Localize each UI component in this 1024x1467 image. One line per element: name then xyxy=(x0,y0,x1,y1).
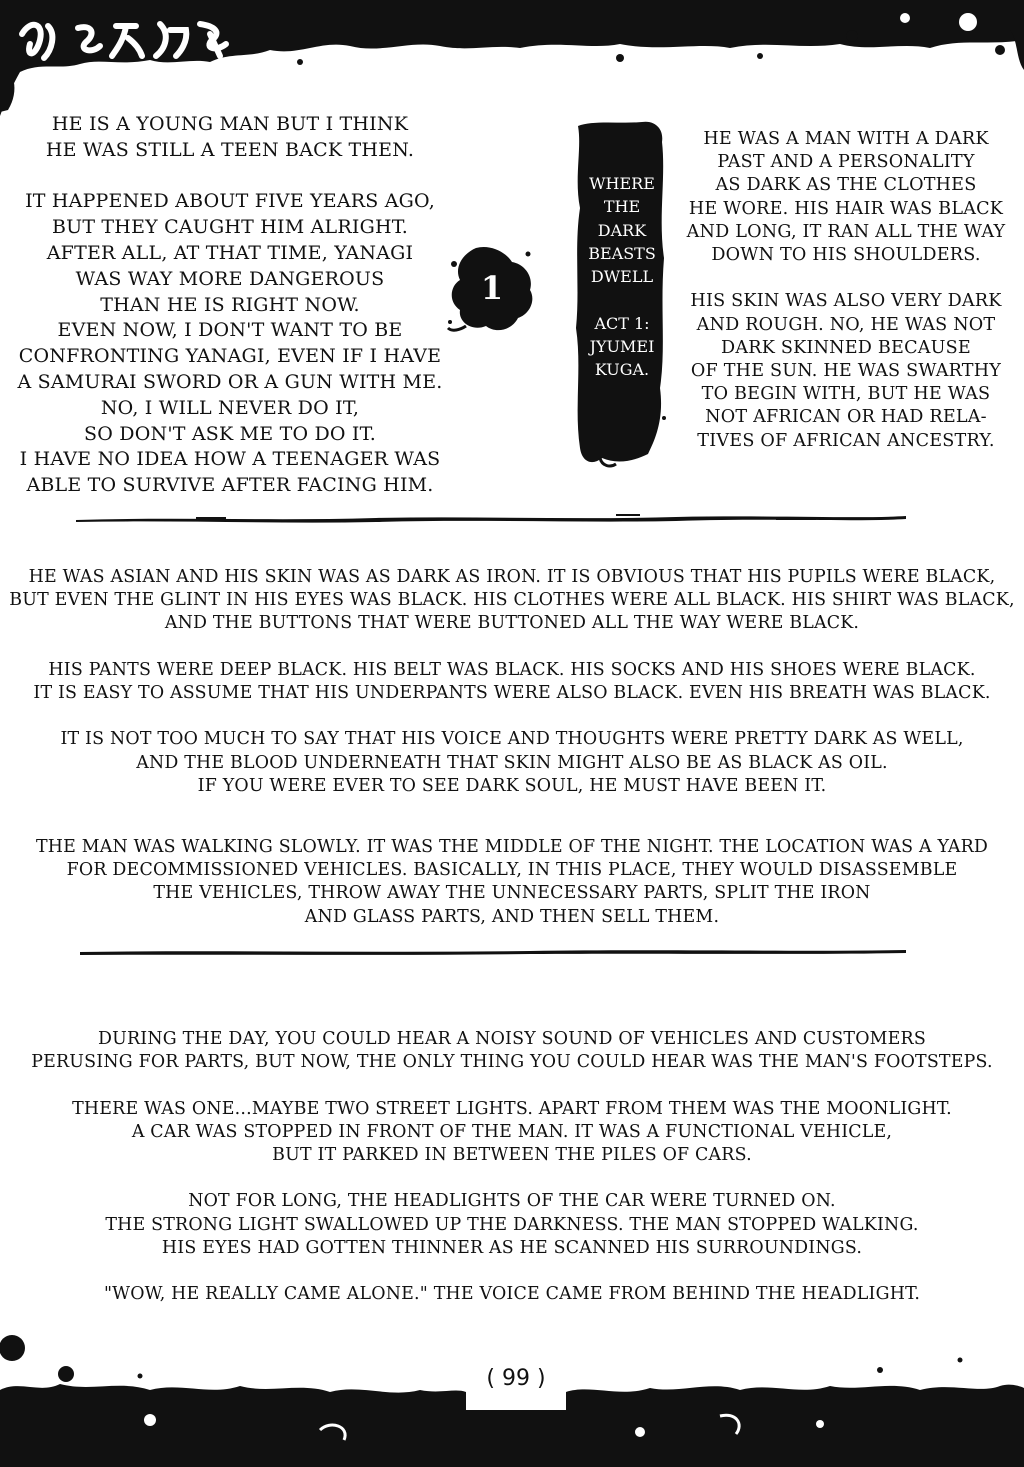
middle-paragraph-c: DURING THE DAY, YOU COULD HEAR A NOISY SOUND OF VEHICLES AND CUSTOMERS PERUSING FOR PARTS, BUT NOW, THE ONLY THING YOU COULD HEAR WAS THE MAN'S FOOTSTEPS. THERE WAS ONE...MAYBE TWO STREET LIGHTS. APART FROM THEM WAS THE MOONLIGHT. A CAR WAS STOPPED IN FRONT OF THE MAN. IT WAS A FUNCTIONAL VEHICLE, BUT IT PARKED IN BETWEEN THE PILES OF CARS. NOT FOR LONG, THE HEADLIGHTS OF THE CAR WERE TURNED ON. THE STRONG LIGHT SWALLOWED UP THE DARKNESS. THE MAN STOPPED WALKING. HIS EYES HAD GOTTEN THINNER AS HE SCANNED HIS SURROUNDINGS. "WOW, HE REALLY CAME ALONE." THE VOICE CAME FROM BEHIND THE HEADLIGHT. xyxy=(31,1029,993,1305)
chapter-number: 1 xyxy=(480,269,504,307)
story-title-banner-text: WHERE THE DARK BEASTS DWELL ACT 1: JYUMEI KUGA. xyxy=(588,174,656,380)
left-column-text: HE IS A YOUNG MAN BUT I THINK HE WAS STILL A TEEN BACK THEN. IT HAPPENED ABOUT FIVE YEARS AGO, BUT THEY CAUGHT HIM ALRIGHT. AFTER ALL, AT THAT TIME, YANAGI WAS WAY MORE DANGEROUS THAN HE IS RIGHT NOW. EVEN NOW, I DON'T WANT TO BE CONFRONTING YANAGI, EVEN IF I HAVE A SAMURAI SWORD OR A GUN WITH ME. NO, I WILL NEVER DO IT, SO DON'T ASK ME TO DO IT. I HAVE NO IDEA HOW A TEENAGER WAS ABLE TO SURVIVE AFTER FACING HIM. xyxy=(17,113,443,497)
page-number: ( 99 ) xyxy=(486,1366,546,1391)
brush-divider-top xyxy=(76,508,906,528)
right-column-text: HE WAS A MAN WITH A DARK PAST AND A PERSONALITY AS DARK AS THE CLOTHES HE WORE. HIS HAIR WAS BLACK AND LONG, IT RAN ALL THE WAY DOWN TO HIS SHOULDERS. HIS SKIN WAS ALSO VERY DARK AND ROUGH. NO, HE WAS NOT DARK SKINNED BECAUSE OF THE SUN. HE WAS SWARTHY TO BEGIN WITH, BUT HE WAS NOT AFRICAN OR HAD RELA- TIVES OF AFRICAN ANCESTRY. xyxy=(686,129,1006,451)
brush-divider-middle xyxy=(80,944,906,960)
middle-paragraph-a: HE WAS ASIAN AND HIS SKIN WAS AS DARK AS IRON. IT IS OBVIOUS THAT HIS PUPILS WERE BLACK, BUT EVEN THE GLINT IN HIS EYES WAS BLACK. HIS CLOTHES WERE ALL BLACK. HIS SHIRT WAS BLACK, AND THE BUTTONS THAT WERE BUTTONED ALL THE WAY WERE BLACK. HIS PANTS WERE DEEP BLACK. HIS BELT WAS BLACK. HIS SOCKS AND HIS SHOES WERE BLACK. IT IS EASY TO ASSUME THAT HIS UNDERPANTS WERE ALSO BLACK. EVEN HIS BREATH WAS BLACK. IT IS NOT TOO MUCH TO SAY THAT HIS VOICE AND THOUGHTS WERE PRETTY DARK AS WELL, AND THE BLOOD UNDERNEATH THAT SKIN MIGHT ALSO BE AS BLACK AS OIL. IF YOU WERE EVER TO SEE DARK SOUL, HE MUST HAVE BEEN IT. xyxy=(9,567,1015,796)
top-ink-border xyxy=(0,0,1024,120)
middle-paragraph-b: THE MAN WAS WALKING SLOWLY. IT WAS THE MIDDLE OF THE NIGHT. THE LOCATION WAS A YARD FOR DECOMMISSIONED VEHICLES. BASICALLY, IN THIS PLACE, THEY WOULD DISASSEMBLE THE VEHICLES, THROW AWAY THE UNNECESSARY PARTS, SPLIT THE IRON AND GLASS PARTS, AND THEN SELL THEM. xyxy=(35,837,989,927)
